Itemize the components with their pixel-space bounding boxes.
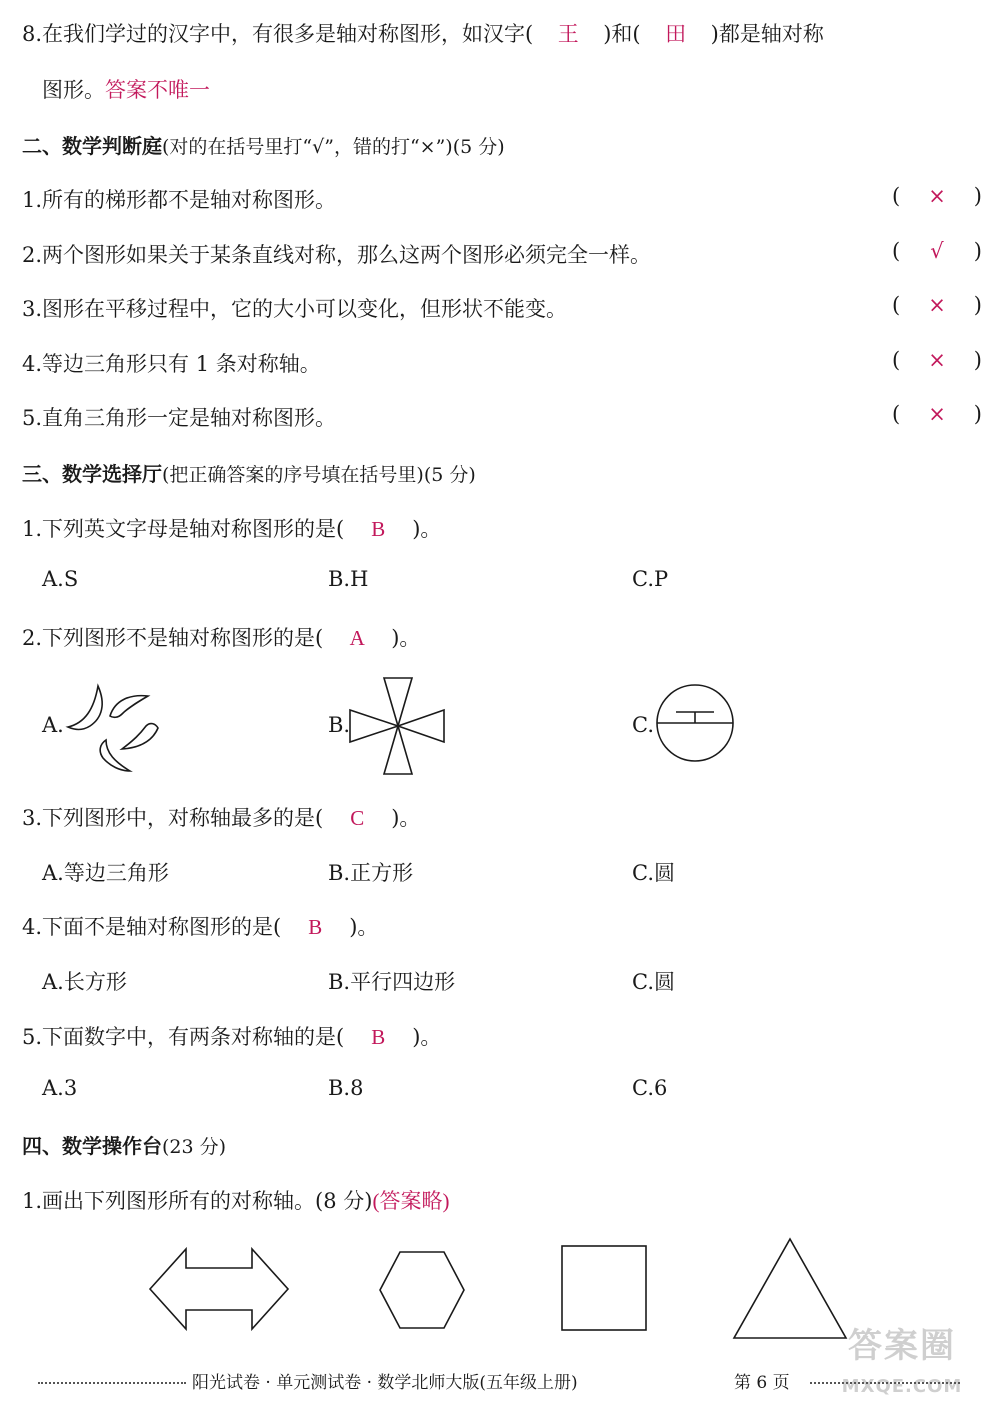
judge-item: 1.所有的梯形都不是轴对称图形。 (22, 188, 337, 212)
option-b: B.8 (328, 1076, 364, 1100)
section-4-heading: 四、数学操作台(23 分) (22, 1134, 227, 1158)
option-b: B.平行四边形 (328, 970, 456, 994)
judge-answer: ( × ) (892, 402, 982, 426)
footer-title: 阳光试卷 · 单元测试卷 · 数学北师大版(五年级上册) (192, 1373, 578, 1393)
footer-right-rule (810, 1382, 960, 1384)
option-c: C.6 (632, 1076, 668, 1100)
option-c: C.圆 (632, 861, 675, 885)
judge-answer: ( √ ) (892, 239, 982, 263)
page-number: 第 6 页 (734, 1373, 790, 1393)
judge-answer: ( × ) (892, 293, 982, 317)
watermark-url: MXQE.COM (841, 1376, 963, 1397)
judge-item: 4.等边三角形只有 1 条对称轴。 (22, 352, 321, 376)
choice-question-5: 5.下面数字中，有两条对称轴的是( B )。 (22, 1025, 442, 1049)
watermark-logo: 答案圈 (848, 1326, 956, 1366)
choice-question-1: 1.下列英文字母是轴对称图形的是( B )。 (22, 517, 442, 541)
choice-question-4: 4.下面不是轴对称图形的是( B )。 (22, 915, 379, 939)
four-triangle-cross-figure (348, 676, 448, 776)
option-a: A.等边三角形 (42, 861, 169, 885)
option-a: A.S (42, 567, 79, 591)
option-b: B. (328, 713, 351, 737)
footer-left-rule (38, 1382, 186, 1384)
judge-item: 5.直角三角形一定是轴对称图形。 (22, 406, 337, 430)
hexagon-figure (378, 1250, 466, 1330)
pinwheel-crescent-figure (60, 676, 170, 776)
double-arrow-figure (148, 1246, 290, 1332)
section-3-heading: 三、数学选择厅(把正确答案的序号填在括号里)(5 分) (22, 462, 476, 486)
question-8-continued: 图形。答案不唯一 (42, 78, 210, 102)
choice-question-2: 2.下列图形不是轴对称图形的是( A )。 (22, 626, 421, 650)
answer-blank-1: 王 (557, 22, 579, 46)
option-c: C.P (632, 567, 669, 591)
operation-question-1: 1.画出下列图形所有的对称轴。(8 分)(答案略) (22, 1189, 450, 1213)
option-b: B.正方形 (328, 861, 414, 885)
answer-note: (答案略) (372, 1189, 450, 1213)
option-a: A.3 (42, 1076, 78, 1100)
judge-item: 2.两个图形如果关于某条直线对称，那么这两个图形必须完全一样。 (22, 243, 652, 267)
option-b: B.H (328, 567, 369, 591)
section-2-heading: 二、数学判断庭(对的在括号里打“√”，错的打“×”)(5 分) (22, 134, 505, 158)
option-c: C.圆 (632, 970, 675, 994)
option-a: A.长方形 (42, 970, 127, 994)
judge-answer: ( × ) (892, 348, 982, 372)
circle-with-i-figure (654, 682, 736, 764)
answer-note: 答案不唯一 (105, 78, 210, 102)
choice-question-3: 3.下列图形中，对称轴最多的是( C )。 (22, 806, 421, 830)
answer-blank-2: 田 (665, 22, 687, 46)
option-a: A. (42, 713, 64, 737)
question-8: 8.在我们学过的汉字中，有很多是轴对称图形，如汉字( 王 )和( 田 )都是轴对称 (22, 18, 824, 48)
judge-item: 3.图形在平移过程中，它的大小可以变化，但形状不能变。 (22, 297, 568, 321)
judge-answer: ( × ) (892, 184, 982, 208)
square-figure (560, 1244, 650, 1334)
option-c: C. (632, 713, 654, 737)
